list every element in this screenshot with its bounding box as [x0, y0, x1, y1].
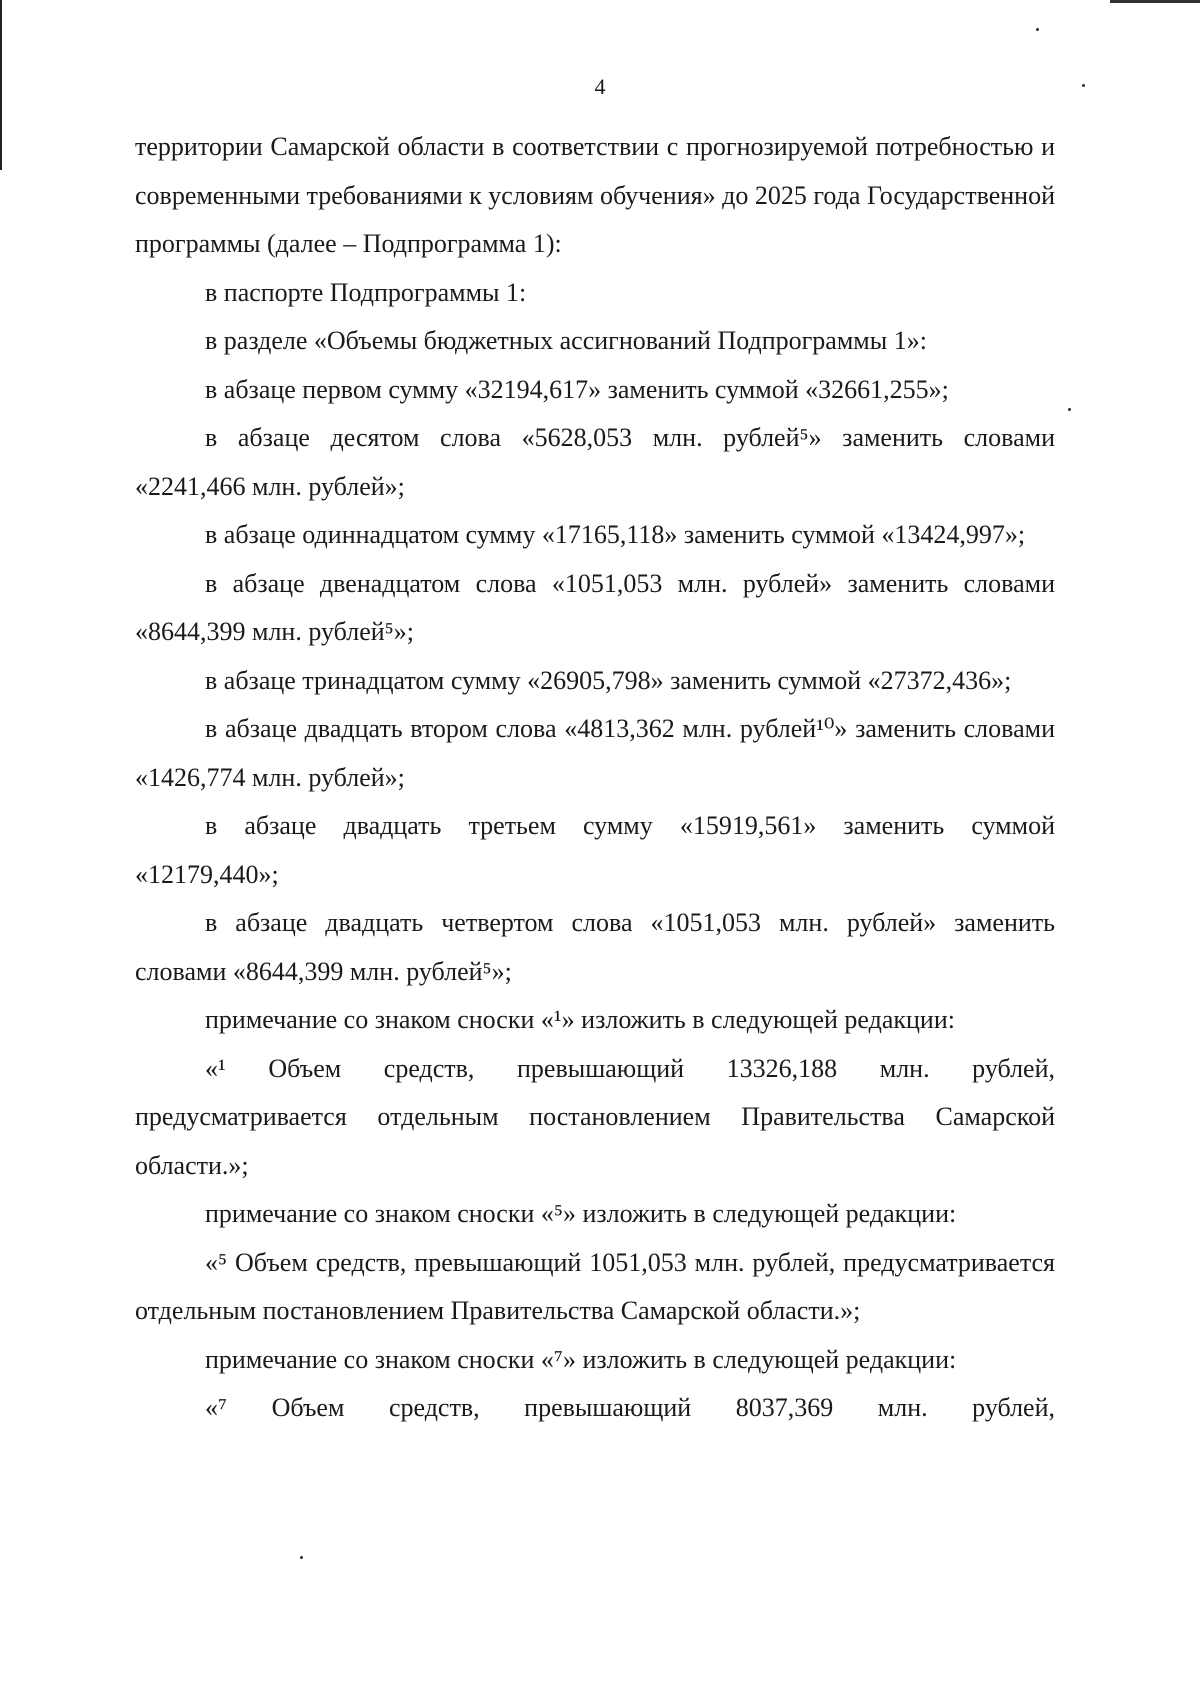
paragraph-abzats-22: в абзаце двадцать втором слова «4813,362 млн. рублей¹⁰» заменить словами «1426,774 млн. рублей»;	[135, 714, 1055, 792]
paragraph-abzats-11: в абзаце одиннадцатом сумму «17165,118» заменить суммой «13424,997»;	[205, 520, 1026, 549]
scan-speck	[1036, 28, 1039, 31]
scan-speck	[1068, 408, 1071, 411]
scan-speck	[300, 1556, 303, 1559]
paragraph-footnote-1-text: «¹ Объем средств, превышающий 13326,188 млн. рублей, предусматривается отдельным постановлением Правительства Самарской области.»;	[135, 1053, 1055, 1180]
scan-speck	[1082, 84, 1085, 87]
paragraph-abzats-10: в абзаце десятом слова «5628,053 млн. рублей⁵» заменить словами «2241,466 млн. рублей»;	[135, 423, 1055, 501]
paragraph-abzats-23: в абзаце двадцать третьем сумму «15919,561» заменить суммой «12179,440»;	[135, 811, 1055, 889]
paragraph-passport: в паспорте Подпрограммы 1:	[205, 277, 527, 307]
paragraph-abzats-24: в абзаце двадцать четвертом слова «1051,053 млн. рублей» заменить словами «8644,399 млн. рублей⁵»;	[135, 908, 1055, 986]
document-body	[135, 123, 1055, 1433]
page-number: 4	[594, 74, 606, 99]
paragraph-footnote-5-intro: примечание со знаком сноски «⁵» изложить в следующей редакции:	[205, 1199, 957, 1228]
paragraph-footnote-1-intro: примечание со знаком сноски «¹» изложить в следующей редакции:	[205, 1005, 955, 1034]
paragraph-abzats-13: в абзаце тринадцатом сумму «26905,798» заменить суммой «27372,436»;	[205, 665, 1012, 695]
paragraph-section: в разделе «Объемы бюджетных ассигнований Подпрограммы 1»:	[205, 326, 927, 355]
paragraph-footnote-7-intro: примечание со знаком сноски «⁷» изложить в следующей редакции:	[205, 1344, 957, 1374]
paragraph-abzats-12: в абзаце двенадцатом слова «1051,053 млн. рублей» заменить словами «8644,399 млн. рублей⁵»;	[135, 568, 1055, 646]
paragraph-continuation: территории Самарской области в соответствии с прогнозируемой потребностью и современными требованиями к условиям обучения» до 2025 года Государственной программы (далее – Подпрограмма 1):	[135, 132, 1055, 258]
paragraph-footnote-7-text: «⁷ Объем средств, превышающий 8037,369 млн. рублей,	[205, 1393, 1055, 1422]
scan-edge-mark	[0, 0, 2, 170]
scan-top-rule	[1110, 0, 1200, 3]
paragraph-abzats-1: в абзаце первом сумму «32194,617» заменить суммой «32661,255»;	[205, 374, 949, 404]
paragraph-footnote-5-text: «⁵ Объем средств, превышающий 1051,053 млн. рублей, предусматривается отдельным постановлением Правительства Самарской области.»;	[135, 1247, 1055, 1325]
